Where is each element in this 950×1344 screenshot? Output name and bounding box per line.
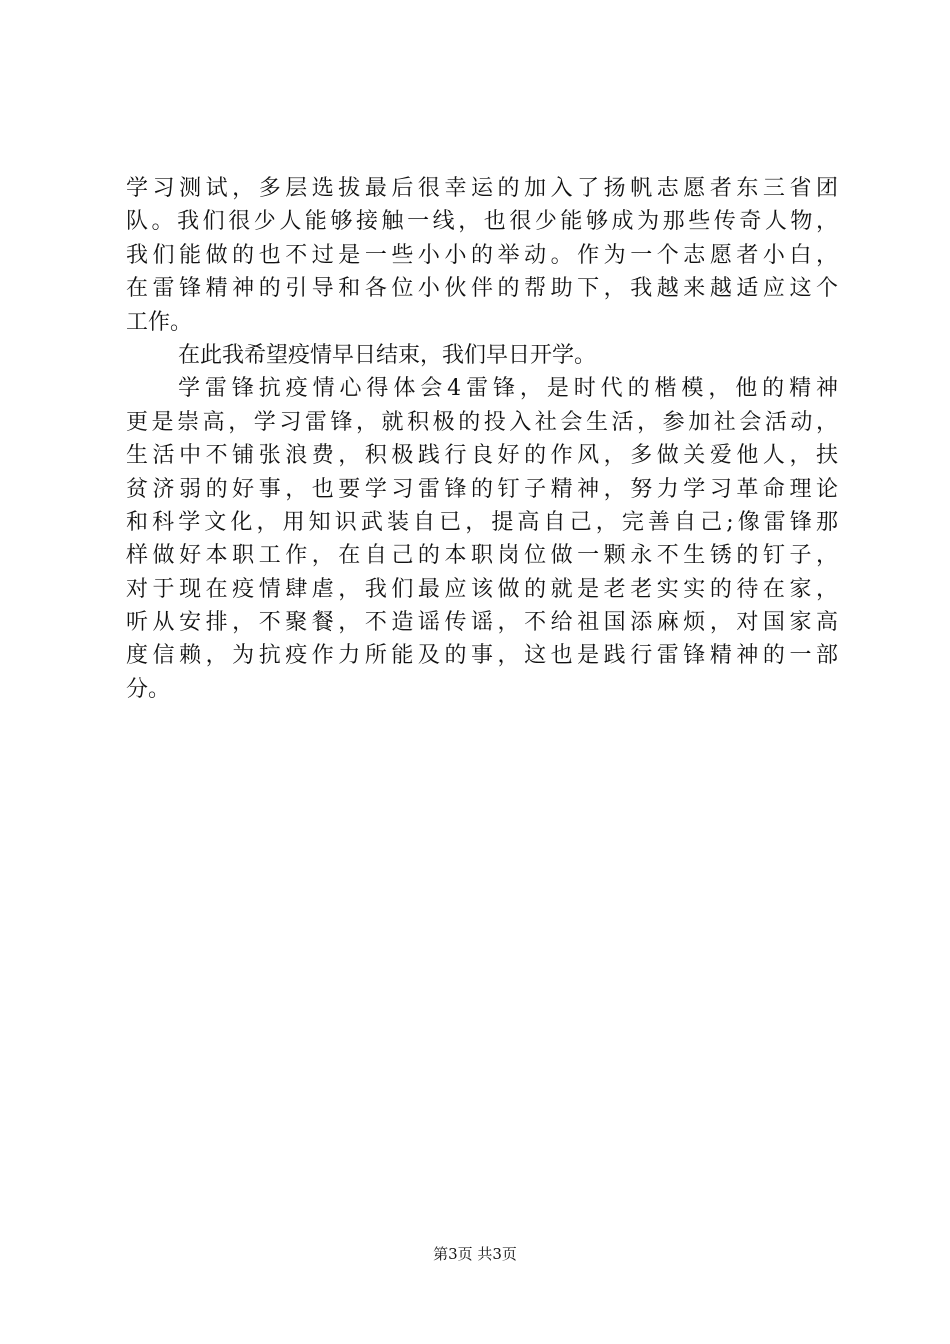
document-body <box>126 172 838 706</box>
text-line: 对于现在疫情肆虐，我们最应该做的就是老老实实的待在家， <box>126 576 838 602</box>
text-line: 生活中不铺张浪费，积极践行良好的作风，多做关爱他人，扶 <box>126 443 838 469</box>
text-line: 在此我希望疫情早日结束，我们早日开学。 <box>178 342 597 368</box>
text-line: 样做好本职工作，在自己的本职岗位做一颗永不生锈的钉子， <box>126 543 838 569</box>
text-line: 学习测试，多层选拔最后很幸运的加入了扬帆志愿者东三省团 <box>126 176 838 201</box>
text-line: 我们能做的也不过是一些小小的举动。作为一个志愿者小白， <box>126 242 838 268</box>
text-line: 和科学文化，用知识武装自已，提高自己，完善自己;像雷锋那 <box>126 509 838 535</box>
text-line: 更是崇高，学习雷锋，就积极的投入社会生活，参加社会活动， <box>126 409 838 435</box>
text-line: 贫济弱的好事，也要学习雷锋的钉子精神，努力学习革命理论 <box>126 476 838 502</box>
text-line: 听从安排，不聚餐，不造谣传谣，不给祖国添麻烦，对国家高 <box>126 610 838 636</box>
text-line: 分。 <box>126 676 171 702</box>
text-line: 学雷锋抗疫情心得体会4雷锋，是时代的楷模，他的精神 <box>178 376 838 402</box>
text-line: 工作。 <box>126 309 193 335</box>
page-footer: 第3页 共3页 <box>433 1245 517 1263</box>
text-line: 度信赖，为抗疫作力所能及的事，这也是践行雷锋精神的一部 <box>126 643 838 669</box>
text-line: 队。我们很少人能够接触一线，也很少能够成为那些传奇人物， <box>126 209 838 235</box>
text-line: 在雷锋精神的引导和各位小伙伴的帮助下，我越来越适应这个 <box>126 276 838 302</box>
